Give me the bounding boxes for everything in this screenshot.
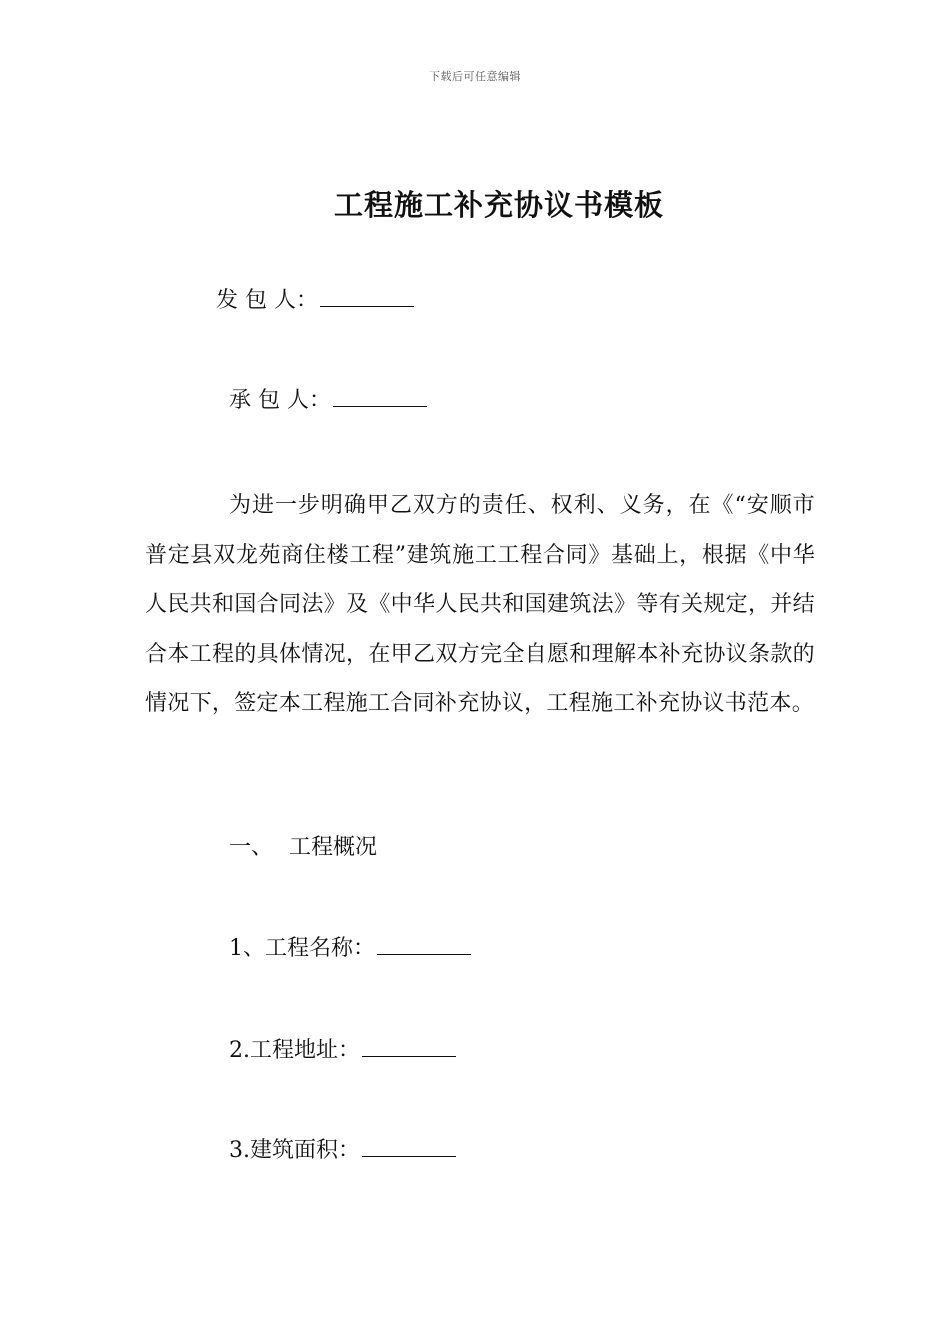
field-label: 3.建筑面积： — [229, 1138, 360, 1163]
field-label: 1、工程名称： — [229, 936, 375, 961]
intro-paragraph: 为进一步明确甲乙双方的责任、权利、义务，在《“安顺市普定县双龙苑商住楼工程”建筑施工工程合同》基础上，根据《中华人民共和国合同法》及《中华人民共和国建筑法》等有关规定，并结合本工程的具体情况，在甲乙双方完全自愿和理解本补充协议条款的情况下，签定本工程施工合同补充协议，工程施工补充协议书范本。 — [145, 493, 815, 716]
field-building-area — [229, 1134, 456, 1166]
field-blank — [377, 932, 471, 955]
party-a-line — [216, 284, 414, 316]
section-one-heading — [229, 833, 377, 863]
document-title: 工程施工补充协议书模板 — [333, 188, 664, 222]
party-a-blank — [320, 284, 414, 307]
field-label: 2.工程地址： — [229, 1038, 360, 1063]
party-b-line — [229, 384, 427, 416]
section-one-title: 工程概况 — [289, 835, 378, 860]
field-blank — [362, 1034, 456, 1057]
party-b-blank — [333, 384, 427, 407]
field-blank — [362, 1134, 456, 1157]
party-b-label: 承 包 人： — [229, 388, 331, 413]
field-project-name — [229, 932, 471, 964]
section-one-number: 一、 — [229, 835, 274, 860]
party-a-label: 发 包 人： — [216, 288, 318, 313]
field-project-address — [229, 1034, 456, 1066]
header-note: 下载后可任意编辑 — [429, 70, 521, 83]
